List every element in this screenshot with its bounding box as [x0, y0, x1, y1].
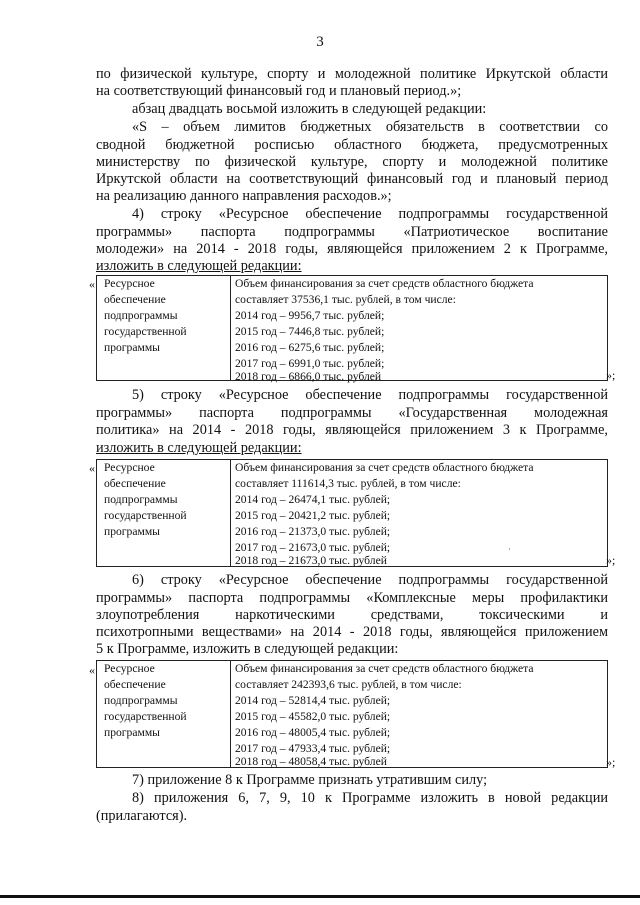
label-line: государственной	[104, 325, 187, 338]
text-line: программы» паспорта подпрограммы «Государственная молодежная	[96, 405, 608, 421]
text-line: изложить в следующей редакции:	[96, 440, 302, 456]
text-line: Иркутской области на соответствующий финансовый год и плановый период	[96, 171, 608, 187]
quote-close: »;	[606, 553, 616, 567]
resource-table	[96, 275, 608, 381]
text-line: психотропными веществами» на 2014 - 2018 годы, являющейся приложением	[96, 624, 608, 640]
text-line: программы» паспорта подпрограммы «Патриотическое воспитание	[96, 224, 608, 240]
value-line: 2018 год – 21673,0 тыс. рублей	[235, 554, 387, 567]
value-line: 2015 год – 45582,0 тыс. рублей;	[235, 710, 391, 723]
value-line: Объем финансирования за счет средств областного бюджета	[235, 662, 534, 675]
value-line: составляет 37536,1 тыс. рублей, в том числе:	[235, 293, 456, 306]
text-line: абзац двадцать восьмой изложить в следующей редакции:	[132, 101, 487, 117]
text-line: 4) строку «Ресурсное обеспечение подпрограммы государственной	[132, 206, 608, 222]
label-line: программы	[104, 726, 160, 739]
value-line: составляет 111614,3 тыс. рублей, в том числе:	[235, 477, 461, 490]
label-line: Ресурсное	[104, 461, 155, 474]
label-line: программы	[104, 341, 160, 354]
label-line: подпрограммы	[104, 493, 178, 506]
value-line: 2018 год – 6866,0 тыс. рублей	[235, 370, 382, 383]
value-line: 2015 год – 7446,8 тыс. рублей;	[235, 325, 385, 338]
value-line: 2016 год – 21373,0 тыс. рублей;	[235, 525, 391, 538]
text-line: (прилагаются).	[96, 808, 188, 824]
text-line: 5) строку «Ресурсное обеспечение подпрограммы государственной	[132, 387, 608, 403]
value-line: 2017 год – 21673,0 тыс. рублей;	[235, 541, 391, 554]
value-line: 2017 год – 47933,4 тыс. рублей;	[235, 742, 391, 755]
label-line: подпрограммы	[104, 694, 178, 707]
value-line: 2014 год – 9956,7 тыс. рублей;	[235, 309, 385, 322]
value-line: 2018 год – 48058,4 тыс. рублей	[235, 755, 387, 768]
label-line: Ресурсное	[104, 662, 155, 675]
text-line: 8) приложения 6, 7, 9, 10 к Программе изложить в новой редакции	[132, 790, 608, 806]
text-line: злоупотребления наркотическими средствами, токсическими и	[96, 607, 608, 623]
label-line: подпрограммы	[104, 309, 178, 322]
quote-close: »;	[606, 755, 616, 769]
label-line: обеспечение	[104, 293, 166, 306]
text-line: политика» на 2014 - 2018 годы, являющейся приложением 3 к Программе,	[96, 422, 608, 438]
value-line: Объем финансирования за счет средств областного бюджета	[235, 277, 534, 290]
value-line: 2015 год – 20421,2 тыс. рублей;	[235, 509, 391, 522]
text-line: на соответствующий финансовый год и плановый период.»;	[96, 83, 462, 99]
text-line: изложить в следующей редакции:	[96, 258, 302, 274]
value-line: 2016 год – 6275,6 тыс. рублей;	[235, 341, 385, 354]
text-line: 5 к Программе, изложить в следующей редакции:	[96, 641, 399, 657]
page-number: 3	[316, 34, 324, 50]
scan-speck: ·	[508, 545, 511, 554]
label-line: государственной	[104, 509, 187, 522]
text-line: «S – объем лимитов бюджетных обязательств в соответствии со	[132, 119, 608, 135]
label-line: обеспечение	[104, 678, 166, 691]
value-line: 2014 год – 52814,4 тыс. рублей;	[235, 694, 391, 707]
value-line: Объем финансирования за счет средств областного бюджета	[235, 461, 534, 474]
value-line: 2014 год – 26474,1 тыс. рублей;	[235, 493, 391, 506]
quote-open: «	[89, 277, 95, 291]
label-line: Ресурсное	[104, 277, 155, 290]
resource-table	[96, 459, 608, 567]
text-line: молодежи» на 2014 - 2018 годы, являющейся приложением 2 к Программе,	[96, 241, 608, 257]
quote-open: «	[89, 461, 95, 475]
label-line: обеспечение	[104, 477, 166, 490]
label-line: государственной	[104, 710, 187, 723]
text-line: программы» паспорта подпрограммы «Комплексные меры профилактики	[96, 590, 608, 606]
text-line: 7) приложение 8 к Программе признать утратившим силу;	[132, 772, 488, 788]
value-line: 2016 год – 48005,4 тыс. рублей;	[235, 726, 391, 739]
text-line: по физической культуре, спорту и молодежной политике Иркутской области	[96, 66, 608, 82]
label-line: программы	[104, 525, 160, 538]
resource-table	[96, 660, 608, 768]
text-line: 6) строку «Ресурсное обеспечение подпрограммы государственной	[132, 572, 608, 588]
value-line: 2017 год – 6991,0 тыс. рублей;	[235, 357, 385, 370]
text-line: министерству по физической культуре, спорту и молодежной политике	[96, 154, 608, 170]
text-line: сводной бюджетной росписью областного бюджета, предусмотренных	[96, 137, 608, 153]
quote-close: »;	[606, 368, 616, 382]
value-line: составляет 242393,6 тыс. рублей, в том числе:	[235, 678, 462, 691]
text-line: на реализацию данного направления расходов.»;	[96, 188, 392, 204]
scan-bottom-edge	[0, 895, 640, 898]
quote-open: «	[89, 663, 95, 677]
